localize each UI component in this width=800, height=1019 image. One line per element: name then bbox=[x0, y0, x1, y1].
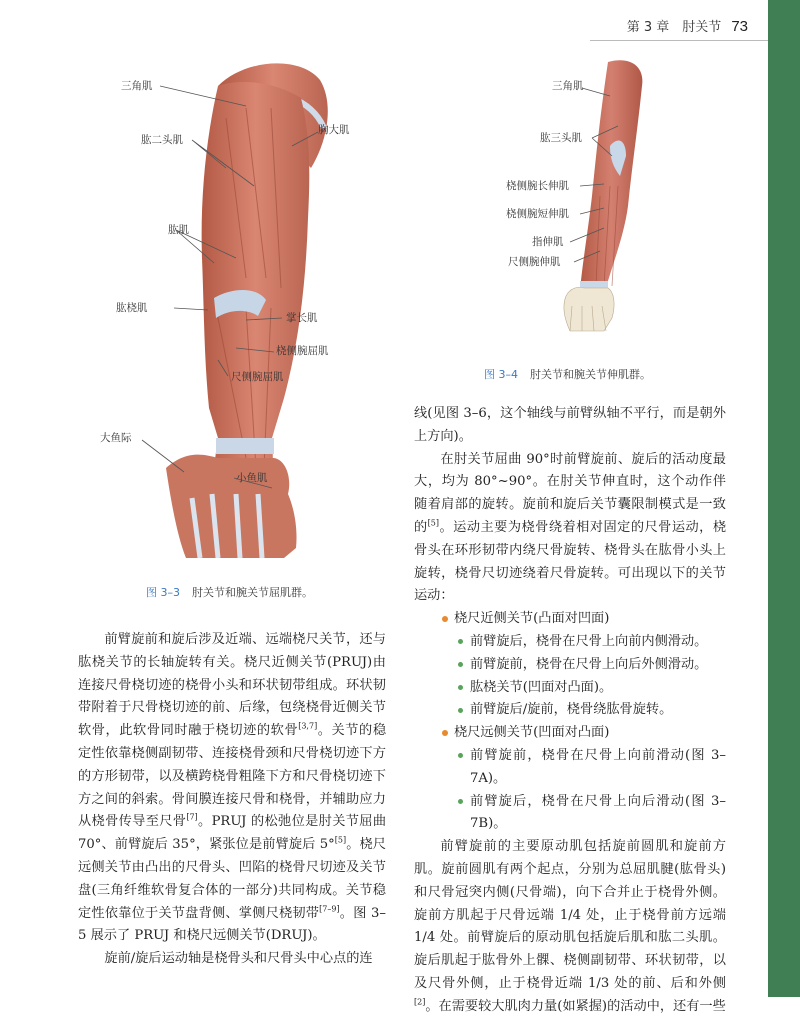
caption-number: 图 3–3 bbox=[146, 586, 180, 599]
figure-3-3 bbox=[96, 58, 396, 603]
caption-number: 图 3–4 bbox=[484, 368, 518, 381]
list-item: 前臂旋后，桡骨在尺骨上向后滑动(图 3–7B)。 bbox=[414, 791, 726, 837]
label-ecrb: 桡侧腕短伸肌 bbox=[506, 208, 569, 220]
label-deltoid-2: 三角肌 bbox=[552, 80, 584, 92]
figure-3-4-caption bbox=[484, 366, 651, 382]
paragraph: 旋前/旋后运动轴是桡骨头和尺骨头中心点的连 bbox=[104, 951, 373, 967]
label-biceps: 肱二头肌 bbox=[141, 134, 183, 146]
paragraph: 在肘关节屈曲 90°时前臂旋前、旋后的活动度最大，均为 80°~90°。在肘关节伸直时，这个动作伴随着肩部的旋转。旋前和旋后关节囊限制模式是一致的[5]。运动主要为桡骨绕着相对固定的尺骨运动，桡骨头在环形韧带内绕尺骨旋转、桡骨头在肱骨小头上旋转，桡骨尺切迹绕着尺骨旋转。可出现以下的关节运动： bbox=[414, 451, 727, 604]
right-column bbox=[414, 403, 726, 1019]
list-item: 桡尺近侧关节(凸面对凹面) bbox=[414, 608, 726, 631]
figure-3-3-caption bbox=[146, 584, 313, 600]
list-item: 前臂旋前，桡骨在尺骨上向前滑动(图 3–7A)。 bbox=[414, 745, 726, 791]
figure-3-4 bbox=[484, 56, 680, 386]
header-rule bbox=[590, 40, 768, 41]
label-ecrl: 桡侧腕长伸肌 bbox=[506, 180, 569, 192]
list-item: 桡尺远侧关节(凹面对凸面) bbox=[414, 722, 726, 745]
label-hypothenar: 小鱼肌 bbox=[236, 472, 268, 484]
list-item: 前臂旋后，桡骨在尺骨上向前内侧滑动。 bbox=[414, 631, 726, 654]
label-triceps: 肱三头肌 bbox=[540, 132, 582, 144]
caption-text: 肘关节和腕关节屈肌群。 bbox=[192, 586, 313, 599]
paragraph: 前臂旋前和旋后涉及近端、远端桡尺关节，还与肱桡关节的长轴旋转有关。桡尺近侧关节(PRUJ)由连接尺骨桡切迹的桡骨小头和环状韧带组成。环状韧带附着于尺骨桡切迹的前、后缘，包绕桡骨近侧关节软骨，此软骨同时融于桡切迹的软骨[3,7]。关节的稳定性依靠桡侧副韧带、连接桡骨颈和尺骨桡切迹下方的方形韧带，以及横跨桡骨粗隆下方和尺骨桡切迹下方之间的斜索。骨间膜连接尺骨和桡骨，并辅助应力从桡骨传导至尺骨[7]。PRUJ 的松弛位是肘关节屈曲 70°、前臂旋后 35°，紧张位是前臂旋后 5°[5]。桡尺远侧关节由凸出的尺骨头、凹陷的桡骨尺切迹及关节盘(三角纤维软骨复合体的一部分)共同构成。关节稳定性依靠位于关节盘背侧、掌侧尺桡韧带[7–9]。图 3–5 展示了 PRUJ 和桡尺远侧关节(DRUJ)。 bbox=[78, 632, 387, 944]
label-ecu: 尺侧腕伸肌 bbox=[508, 256, 561, 268]
list-item: 前臂旋后/旋前，桡骨绕肱骨旋转。 bbox=[414, 699, 726, 722]
arm-extensors-illustration bbox=[500, 56, 680, 336]
label-flexor-carpi-ulnaris: 尺侧腕屈肌 bbox=[231, 371, 284, 383]
running-header bbox=[627, 16, 748, 35]
list-item: 前臂旋前，桡骨在尺骨上向后外侧滑动。 bbox=[414, 654, 726, 677]
label-brachialis: 肱肌 bbox=[168, 224, 189, 236]
chapter-title: 第 3 章 肘关节 bbox=[626, 20, 722, 35]
caption-text: 肘关节和腕关节伸肌群。 bbox=[530, 368, 651, 381]
label-deltoid: 三角肌 bbox=[121, 80, 153, 92]
paragraph: 前臂旋前的主要原动肌包括旋前圆肌和旋前方肌。旋前圆肌有两个起点，分别为总屈肌腱(肱骨头)和尺骨冠突内侧(尺骨端)，向下合并止于桡骨外侧。旋前方肌起于尺骨远端 1/4 处，止于桡骨前方远端 1/4 处。前臂旋后的原动肌包括旋后肌和肱二头肌。旋后肌起于肱骨外上髁、桡侧副韧带、环状韧带，以及尺骨外侧，止于桡骨近端 1/3 处的前、后和外侧[2]。在需要较大肌肉力量(如紧握)的活动中，还有一些 bbox=[414, 839, 726, 1014]
label-brachioradialis: 肱桡肌 bbox=[116, 302, 148, 314]
page-number: 73 bbox=[731, 18, 748, 35]
label-palmaris-longus: 掌长肌 bbox=[286, 312, 318, 324]
label-extensor-digitorum: 指伸肌 bbox=[532, 236, 564, 248]
list-item: 肱桡关节(凹面对凸面)。 bbox=[414, 677, 726, 700]
label-flexor-carpi-radialis: 桡侧腕屈肌 bbox=[276, 345, 329, 357]
label-thenar: 大鱼际 bbox=[100, 432, 132, 444]
left-column bbox=[78, 629, 386, 971]
paragraph: 线(见图 3–6，这个轴线与前臂纵轴不平行，而是朝外上方向)。 bbox=[414, 406, 726, 444]
chapter-color-strip bbox=[768, 0, 800, 997]
label-pectoralis-major: 胸大肌 bbox=[318, 124, 350, 136]
